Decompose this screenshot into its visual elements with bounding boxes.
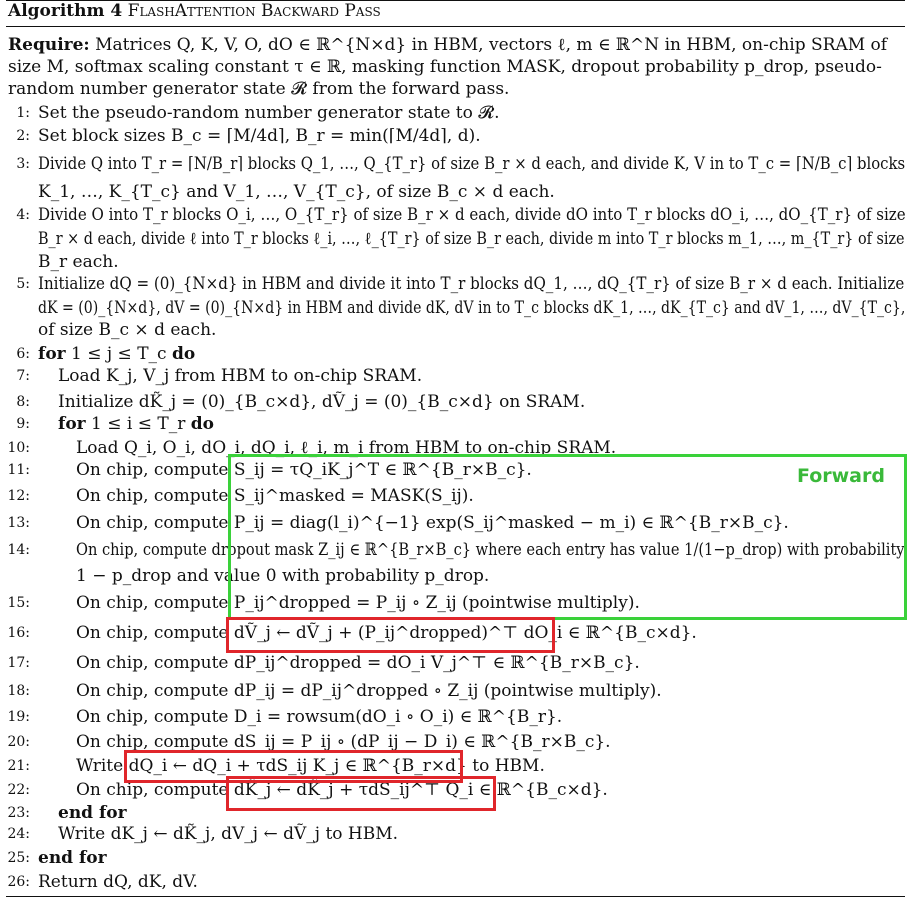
line-number: 13:	[7, 515, 30, 531]
line-content	[76, 621, 697, 645]
line-number: 7:	[16, 368, 30, 384]
keyword: for	[58, 414, 86, 434]
require-block	[8, 34, 904, 100]
line-prefix: On chip, compute	[76, 780, 229, 800]
line-number: 15:	[7, 595, 30, 611]
line-content	[38, 272, 904, 296]
keyword: for	[38, 344, 66, 364]
line-content	[76, 511, 789, 535]
line-text: 1 − p_drop and value 0 with probability p_drop.	[76, 566, 490, 586]
line-content	[58, 390, 585, 414]
line-text: dK = (0)_{N×d}, dV = (0)_{N×d} in HBM and divide dK, dV in to T_c blocks dK_1, …, dK_{T_c} and dV_1, …, dV_{T_c},	[38, 298, 906, 318]
line-prefix: On chip, compute	[76, 540, 207, 560]
line-text: dS_ij = P_ij ∘ (dP_ij − D_i) ∈ ℝ^{B_r×B_c}.	[233, 732, 611, 752]
line-content	[76, 458, 532, 482]
line-text: Write dK_j ← dK̃_j, dV_j ← dṼ_j to HBM.	[58, 824, 399, 844]
line-content	[76, 778, 608, 802]
line-text: Divide Q into T_r = ⌈N/B_r⌉ blocks Q_1, …, Q_{T_r} of size B_r × d each, and divide K, V in to T_c = ⌈N/B_c⌉ blocks	[38, 154, 906, 174]
keyword: end for	[38, 848, 107, 868]
line-number: 20:	[7, 734, 30, 750]
keyword: do	[171, 344, 196, 364]
line-content	[58, 364, 422, 388]
line-text: B_r each.	[38, 252, 119, 272]
line-number: 16:	[7, 625, 30, 641]
line-number: 21:	[7, 758, 30, 774]
line-content	[38, 846, 107, 870]
line-text: P_ij = diag(l_i)^{−1} exp(S_ij^masked − m_i) ∈ ℝ^{B_r×B_c}.	[233, 513, 789, 533]
line-content	[58, 822, 398, 846]
title-rule	[6, 26, 905, 27]
keyword: end for	[58, 803, 127, 823]
line-number: 24:	[7, 826, 30, 842]
line-content	[38, 152, 905, 176]
line-content	[76, 484, 474, 508]
line-text: B_r × d each, divide ℓ into T_r blocks ℓ_i, …, ℓ_{T_r} of size B_r each, divide m into T_r blocks m_1, …, m_{T_r} of size	[38, 229, 905, 249]
line-content	[76, 730, 611, 754]
line-prefix: On chip, compute	[76, 623, 229, 643]
line-text: dP_ij^dropped = dO_i V_j^⊤ ∈ ℝ^{B_r×B_c}.	[233, 653, 640, 673]
line-text: Set the pseudo-random number generator state to 𝓡.	[38, 103, 500, 123]
line-text: 1 ≤ i ≤ T_r	[91, 414, 186, 434]
algorithm-title	[8, 1, 381, 21]
line-number: 5:	[16, 276, 30, 292]
line-number: 10:	[7, 440, 30, 456]
line-content	[58, 412, 214, 436]
line-content	[38, 124, 481, 148]
line-number: 23:	[7, 805, 30, 821]
line-content	[76, 754, 545, 778]
line-content	[38, 227, 905, 251]
line-content	[76, 564, 489, 588]
line-content	[38, 342, 195, 366]
line-content	[38, 203, 906, 227]
line-content	[38, 180, 555, 204]
line-number: 2:	[16, 128, 30, 144]
line-text: dQ_i ← dQ_i + τdS_ij K_j ∈ ℝ^{B_r×d} to HBM.	[128, 756, 545, 776]
line-text: Initialize dQ = (0)_{N×d} in HBM and divide it into T_r blocks dQ_1, …, dQ_{T_r} of size B_r × d each. Initialize	[38, 274, 905, 294]
line-text: Divide O into T_r blocks O_i, …, O_{T_r} of size B_r × d each, divide dO into T_r blocks dO_i, …, dO_{T_r} of size	[38, 205, 906, 225]
line-number: 26:	[7, 874, 30, 890]
line-text: 1 ≤ j ≤ T_c	[71, 344, 167, 364]
line-text: D_i = rowsum(dO_i ∘ O_i) ∈ ℝ^{B_r}.	[233, 707, 563, 727]
line-content	[38, 101, 500, 125]
line-number: 1:	[16, 105, 30, 121]
algorithm-number: Algorithm 4	[8, 1, 123, 21]
forward-label: Forward	[797, 465, 885, 487]
line-prefix: On chip, compute	[76, 681, 229, 701]
line-text: S_ij = τQ_iK_j^T ∈ ℝ^{B_r×B_c}.	[233, 460, 532, 480]
line-prefix: On chip, compute	[76, 460, 229, 480]
line-content	[76, 679, 662, 703]
line-text: dK̃_j ← dK̃_j + τdS_ij^⊤ Q_i ∈ ℝ^{B_c×d}.	[233, 780, 608, 800]
line-text: Return dQ, dK, dV.	[38, 872, 198, 892]
line-content	[38, 250, 119, 274]
line-number: 14:	[7, 542, 30, 558]
line-prefix: On chip, compute	[76, 732, 229, 752]
line-prefix: Write	[76, 756, 124, 776]
line-content	[76, 538, 905, 562]
line-content	[76, 651, 640, 675]
line-number: 22:	[7, 782, 30, 798]
require-text: Matrices Q, K, V, O, dO ∈ ℝ^{N×d} in HBM, vectors ℓ, m ∈ ℝ^N in HBM, on-chip SRAM of size M, softmax scaling constant τ ∈ ℝ, masking function MASK, dropout probability p_drop, pseudo-random number generator state 𝓡 from the forward pass.	[8, 35, 888, 99]
line-number: 9:	[16, 416, 30, 432]
line-number: 12:	[7, 488, 30, 504]
line-content	[38, 318, 216, 342]
line-prefix: On chip, compute	[76, 513, 229, 533]
line-text: dṼ_j ← dṼ_j + (P_ij^dropped)^⊤ dO_i ∈ ℝ^{B_c×d}.	[233, 623, 697, 643]
require-label: Require:	[8, 35, 90, 55]
line-text: of size B_c × d each.	[38, 320, 217, 340]
line-text: P_ij^dropped = P_ij ∘ Z_ij (pointwise multiply).	[233, 593, 640, 613]
line-text: K_1, …, K_{T_c} and V_1, …, V_{T_c}, of size B_c × d each.	[38, 182, 555, 202]
line-prefix: On chip, compute	[76, 707, 229, 727]
line-content	[76, 436, 616, 460]
line-number: 6:	[16, 346, 30, 362]
algorithm-name: FlashAttention Backward Pass	[127, 1, 381, 21]
line-text: S_ij^masked = MASK(S_ij).	[233, 486, 474, 506]
line-prefix: On chip, compute	[76, 653, 229, 673]
line-number: 18:	[7, 683, 30, 699]
line-number: 4:	[16, 207, 30, 223]
line-number: 8:	[16, 394, 30, 410]
line-text: dropout mask Z_ij ∈ ℝ^{B_r×B_c} where each entry has value 1/(1−p_drop) with probability	[211, 540, 905, 560]
line-text: Set block sizes B_c = ⌈M/4d⌉, B_r = min(⌈M/4d⌉, d).	[38, 126, 481, 146]
line-number: 25:	[7, 850, 30, 866]
line-text: dP_ij = dP_ij^dropped ∘ Z_ij (pointwise multiply).	[233, 681, 662, 701]
line-text: Load K_j, V_j from HBM to on-chip SRAM.	[58, 366, 423, 386]
line-content	[76, 705, 562, 729]
bottom-rule	[6, 896, 905, 897]
line-text: Initialize dK̃_j = (0)_{B_c×d}, dṼ_j = (0)_{B_c×d} on SRAM.	[58, 392, 586, 412]
line-content	[76, 591, 640, 615]
line-prefix: On chip, compute	[76, 486, 229, 506]
line-text: Load Q_i, O_i, dO_i, dQ_i, ℓ_i, m_i from HBM to on-chip SRAM.	[76, 438, 617, 458]
line-content	[38, 296, 905, 320]
line-number: 17:	[7, 655, 30, 671]
line-number: 11:	[7, 462, 30, 478]
keyword: do	[190, 414, 214, 434]
line-number: 3:	[16, 156, 30, 172]
line-content	[38, 870, 198, 894]
line-number: 19:	[7, 709, 30, 725]
line-prefix: On chip, compute	[76, 593, 229, 613]
